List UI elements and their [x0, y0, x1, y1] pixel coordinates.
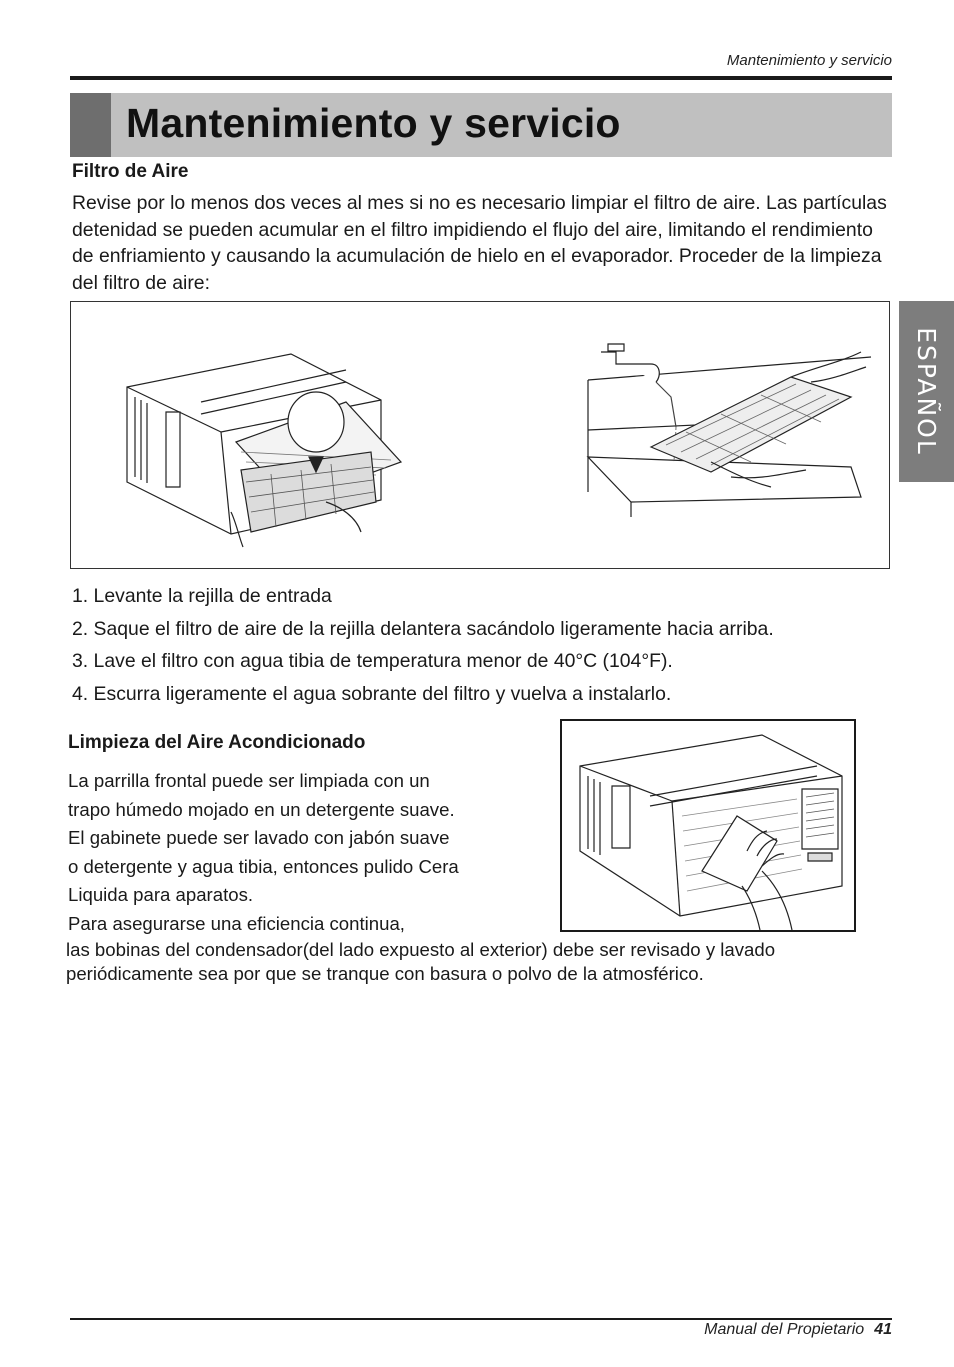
filter-steps-list — [72, 580, 902, 710]
title-accent-block — [70, 93, 111, 157]
text-line: Liquida para aparatos. — [68, 884, 254, 906]
text-line: El gabinete puede ser lavado con jabón suave — [68, 827, 450, 849]
footer-divider — [70, 1318, 892, 1320]
list-item: 3. Lave el filtro con agua tibia de temperatura menor de 40°C (104°F). — [72, 650, 673, 672]
filter-section-heading: Filtro de Aire — [72, 161, 189, 182]
text-line: o detergente y agua tibia, entonces pulido Cera — [68, 855, 459, 877]
cleaning-section-text — [68, 767, 538, 939]
page-number: 41 — [874, 1321, 892, 1338]
header-divider — [70, 76, 892, 80]
language-tab-label: ESPAÑOL — [912, 327, 941, 456]
filter-section-paragraph: Revise por lo menos dos veces al mes si no es necesario limpiar el filtro de aire. Las partículas detenidad se pueden acumular en el filtro impidiendo el flujo del aire, limitando el rendimiento de enfriamiento y causando la acumulación de hielo en el evaporador. Proceder de la limpieza del filtro de aire: — [72, 192, 887, 294]
list-item: 4. Escurra ligeramente el agua sobrante del filtro y vuelva a instalarlo. — [72, 682, 672, 705]
text-line: La parrilla frontal puede ser limpiada con un — [68, 770, 430, 791]
cleaning-section-heading: Limpieza del Aire Acondicionado — [68, 732, 366, 753]
header-section-label: Mantenimiento y servicio — [726, 52, 892, 69]
text-line: periódicamente sea por que se tranque con basura o polvo de la atmosférico. — [66, 962, 704, 984]
language-tab — [899, 301, 954, 482]
cleaning-section-tail — [66, 938, 896, 985]
text-line: trapo húmedo mojado en un detergente suave. — [68, 798, 455, 820]
text-line: Para asegurarse una eficiencia continua, — [68, 912, 405, 934]
footer-label: Manual del Propietario — [704, 1321, 865, 1338]
page-title: Mantenimiento y servicio — [126, 100, 621, 146]
filter-illustration-frame — [70, 301, 890, 569]
list-item: 2. Saque el filtro de aire de la rejilla delantera sacándolo ligeramente hacia arriba. — [72, 617, 774, 640]
list-item: 1. Levante la rejilla de entrada — [72, 585, 332, 607]
text-line: las bobinas del condensador(del lado expuesto al exterior) debe ser revisado y lavado — [66, 939, 776, 960]
grille-cleaning-illustration — [562, 721, 854, 930]
filter-removal-illustration — [71, 302, 891, 570]
cleaning-illustration-frame — [560, 719, 856, 932]
footer — [704, 1321, 892, 1339]
